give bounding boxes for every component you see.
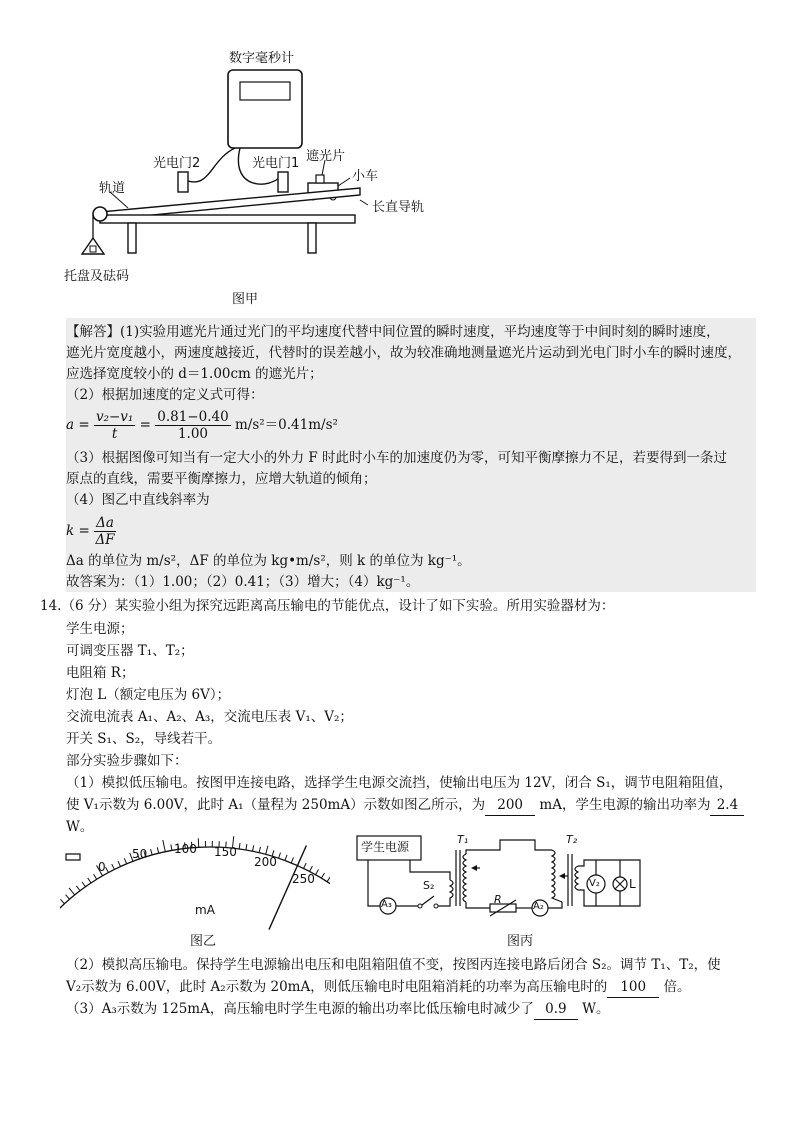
leg-left bbox=[128, 223, 136, 253]
label-digital-timer: 数字毫秒计 bbox=[229, 51, 295, 66]
q14-step2-b bbox=[66, 977, 691, 998]
label-a2: A₂ bbox=[533, 901, 544, 912]
meter-tick bbox=[118, 861, 120, 866]
label-weights: 托盘及砝码 bbox=[64, 269, 130, 284]
meter-tick bbox=[327, 874, 330, 882]
long-rail bbox=[100, 215, 355, 223]
meter-tick bbox=[151, 849, 153, 855]
answer-p3-a: （3）根据图像可知当有一定大小的外力 F 时此时小车的加速度仍为零，可知平衡摩擦力不足，若要得到一条过 bbox=[66, 450, 728, 466]
answer-p1-b: 遮光片宽度越小，两速度越接近，代替时的误差越小，故为较准确地测量遮光片运动到光电门时小车的瞬时速度， bbox=[66, 345, 741, 361]
equation-slope bbox=[66, 514, 116, 548]
meter-tick bbox=[246, 844, 247, 850]
equation-acceleration: a = $\frac{\text{v₂−v₁}}{t}$ = $\frac{0.81-0.40}{1.00}$ m/s²＝0.41m/s² bbox=[66, 409, 338, 442]
meter-tick bbox=[291, 857, 293, 863]
eq1-lhs: a = bbox=[66, 417, 90, 433]
label-cart: 小车 bbox=[352, 169, 379, 184]
meter-tick bbox=[124, 858, 126, 864]
q14-step3 bbox=[66, 999, 610, 1020]
answer-p1-c: 应选择宽度较小的 d＝1.00cm 的遮光片； bbox=[66, 366, 323, 382]
transformer-t1 bbox=[450, 880, 453, 902]
pulley bbox=[93, 207, 107, 221]
eq1-frac2-den: 1.00 bbox=[177, 426, 208, 442]
meter-tick bbox=[304, 863, 307, 868]
photogate-2 bbox=[178, 172, 188, 192]
leg-right bbox=[308, 223, 316, 253]
meter-tick-label-150: 150 bbox=[214, 845, 237, 859]
meter-tick bbox=[106, 867, 109, 872]
q14-answer-power: 2.4 bbox=[710, 795, 744, 816]
label-t2: T₂ bbox=[566, 833, 578, 846]
meter-tick bbox=[66, 895, 70, 900]
timer-display bbox=[240, 82, 290, 100]
meter-tick bbox=[60, 899, 64, 903]
meter-tick bbox=[310, 866, 313, 871]
meter-tick bbox=[94, 874, 97, 879]
q14-answer-current: 200 bbox=[485, 795, 535, 816]
meter-tick bbox=[279, 853, 281, 859]
q14-step2-b-post: 倍。 bbox=[659, 979, 691, 995]
answer-p3-b: 原点的直线，需要平衡摩擦力，应增大轨道的倾角； bbox=[66, 471, 377, 487]
label-r: R bbox=[494, 893, 502, 906]
label-track: 轨道 bbox=[99, 181, 126, 196]
q14-step1-b bbox=[66, 795, 744, 816]
label-s2: S₂ bbox=[423, 879, 435, 892]
label-student-power: 学生电源 bbox=[361, 840, 410, 854]
q14-answer-ratio: 100 bbox=[607, 977, 659, 998]
label-v2: V₂ bbox=[589, 878, 600, 889]
eq1-frac1-num: v₂−v₁ bbox=[95, 409, 134, 425]
q14-material-1: 学生电源； bbox=[66, 621, 134, 637]
q14-material-3: 电阻箱 R； bbox=[66, 665, 135, 681]
switch-s2 bbox=[422, 896, 434, 905]
eq1-frac1-den: t bbox=[111, 426, 118, 442]
label-shade-plate: 遮光片 bbox=[306, 149, 346, 164]
label-photogate-1: 光电门1 bbox=[252, 156, 300, 171]
eq1-frac2-num: 0.81−0.40 bbox=[157, 409, 229, 425]
q14-material-5: 交流电流表 A₁、A₂、A₃，交流电压表 V₁、V₂； bbox=[66, 709, 353, 725]
meter-tick-label-100: 100 bbox=[174, 842, 197, 856]
caption-figure-yi: 图乙 bbox=[190, 934, 217, 949]
label-a3: A₃ bbox=[381, 899, 392, 910]
q14-material-2: 可调变压器 T₁、T₂； bbox=[66, 643, 194, 659]
meter-tick-label-200: 200 bbox=[254, 855, 277, 869]
meter-tick bbox=[82, 882, 85, 887]
meter-tick-label-250: 250 bbox=[292, 872, 315, 886]
answer-p2: （2）根据加速度的定义式可得： bbox=[66, 387, 264, 403]
meter-tick bbox=[316, 869, 319, 874]
label-lamp: L bbox=[629, 877, 636, 891]
q14-step3-post: W。 bbox=[577, 1001, 610, 1017]
q14-step1-c: W。 bbox=[66, 819, 94, 835]
label-t1: T₁ bbox=[457, 833, 469, 846]
eq1-frac2 bbox=[155, 409, 230, 442]
q14-step1-b-mid: mA，学生电源的输出功率为 bbox=[535, 797, 711, 813]
label-photogate-2: 光电门2 bbox=[153, 156, 201, 171]
meter-tick bbox=[285, 855, 287, 861]
shade-plate bbox=[316, 175, 324, 183]
eq2-frac bbox=[94, 515, 116, 548]
meter-tick bbox=[259, 847, 260, 853]
eq2-lhs: k = bbox=[66, 523, 90, 539]
meter-tick-label-0: 0 bbox=[98, 860, 106, 874]
meter-tick bbox=[88, 878, 91, 883]
answer-units: Δa 的单位为 m/s²，ΔF 的单位为 kg•m/s²，则 k 的单位为 kg⁻¹。 bbox=[66, 553, 471, 569]
meter-tick bbox=[266, 846, 268, 855]
caption-figure-jia: 图甲 bbox=[232, 292, 259, 307]
meter-tick bbox=[239, 843, 240, 849]
q14-steps: 部分实验步骤如下： bbox=[66, 753, 188, 769]
q14-step1-b-text: 使 V₁示数为 6.00V，此时 A₁（量程为 250mA）示数如图乙所示，为 bbox=[66, 797, 486, 813]
meter-frame bbox=[66, 854, 80, 860]
q14-answer-reduction: 0.9 bbox=[534, 999, 578, 1020]
meter-tick bbox=[171, 844, 172, 850]
eq2-num: Δa bbox=[96, 515, 114, 531]
eq1-frac1 bbox=[94, 409, 135, 442]
caption-figure-bing: 图丙 bbox=[507, 934, 534, 949]
q14-title: 14.（6 分）某实验小组为探究远距离高压输电的节能优点，设计了如下实验。所用实验器材为： bbox=[40, 598, 615, 614]
answer-p1-a: 【解答】(1)实验用遮光片通过光门的平均速度代替中间位置的瞬时速度，平均速度等于中间时刻的瞬时速度， bbox=[66, 324, 720, 340]
meter-tick bbox=[252, 845, 253, 851]
answer-p4: （4）图乙中直线斜率为 bbox=[66, 492, 210, 508]
q14-material-4: 灯泡 L（额定电压为 6V）； bbox=[66, 687, 231, 703]
meter-tick bbox=[163, 840, 165, 852]
photogate-1 bbox=[278, 172, 288, 192]
q14-step3-text: （3）A₃示数为 125mA，高压输电时学生电源的输出功率比低压输电时减少了 bbox=[66, 1001, 534, 1017]
eq2-den: ΔF bbox=[95, 532, 115, 548]
label-long-rail: 长直导轨 bbox=[372, 200, 425, 215]
meter-tick bbox=[112, 864, 115, 869]
meter-tick bbox=[76, 886, 80, 891]
answer-final: 故答案为：（1）1.00；（2）0.41；（3）增大；（4）kg⁻¹。 bbox=[66, 574, 420, 590]
q14-step2-a: （2）模拟高压输电。保持学生电源输出电压和电阻箱阻值不变，按图丙连接电路后闭合 S₂。调节 T₁、T₂，使 bbox=[66, 957, 721, 973]
q14-step2-b-text: V₂示数为 6.00V，此时 A₂示数为 20mA，则低压输电时电阻箱消耗的功率为高压输电时的 bbox=[66, 979, 608, 995]
eq1-rhs: m/s²＝0.41m/s² bbox=[234, 417, 338, 433]
meter-tick bbox=[157, 847, 158, 853]
q14-step1-a: （1）模拟低压输电。按图甲连接电路，选择学生电源交流挡，使输出电压为 12V，闭合 S₁，调节电阻箱阻值， bbox=[66, 775, 733, 791]
meter-unit: mA bbox=[195, 903, 215, 917]
q14-material-6: 开关 S₁、S₂，导线若干。 bbox=[66, 731, 222, 747]
meter-tick-label-50: 50 bbox=[132, 847, 148, 861]
meter-tick bbox=[321, 873, 324, 878]
meter-tick bbox=[69, 888, 75, 895]
